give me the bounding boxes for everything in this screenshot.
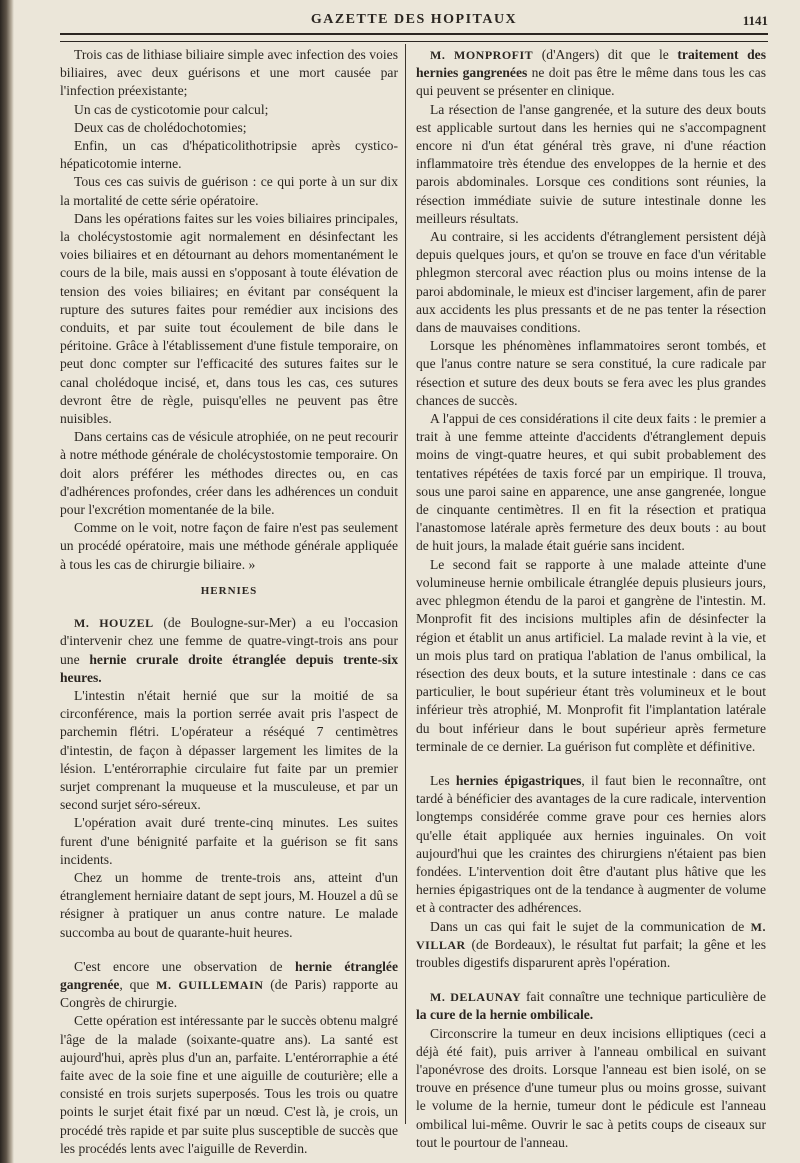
bold-phrase: hernie étranglée gangrenée — [60, 958, 398, 992]
spacer — [416, 972, 766, 988]
text-run: (de Bordeaux), le résultat fut parfait; la gêne et les troubles digestifs disparurent après l'opération. — [416, 936, 766, 970]
text-run: fait connaître une technique particulière de — [521, 989, 767, 1005]
paragraph: La résection de l'anse gangrenée, et la suture des deux bouts est applicable surtout dans les hernies qui ne s'accompagnent encore ni d'un état général très grave, ni d'une réaction inflammatoire très étendue des enveloppes de la hernie et des parois abdominales. Lorsque ces conditions sont réunies, la résection immédiate suivie de suture intestinale donne les meilleurs résultats. — [416, 101, 766, 226]
paragraph: Cette opération est intéressante par le succès obtenu malgré l'âge de la malade (soixante-quatre ans). La santé est aujourd'hui, après plus d'un an, parfaite. L'entérorraphie a été faite avec de la soie fine et une aiguille de couturière; elle a consisté en trois surjets superposés. Tous les trois ou quatre points le surjet était fixé par un nœud. C'est là, je crois, un procédé très rapide et par suite plus susceptible de succès que les procédés lents avec l'aiguille de Reverdin. — [60, 1013, 398, 1156]
paragraph: Comme on le voit, notre façon de faire n'est pas seulement un procédé opératoire, mais une méthode générale appliquée à tous les cas de chirurgie biliaire. » — [60, 520, 398, 572]
text-run: (de Boulogne-sur-Mer) a eu l'occasion d'intervenir chez une femme de quatre-vingt-trois ans pour une — [60, 615, 398, 667]
paragraph — [416, 918, 766, 973]
page-header — [60, 8, 768, 30]
author-name: M. MONPROFIT — [430, 48, 534, 62]
paragraph: Tous ces cas suivis de guérison : ce qui porte à un sur dix la mortalité de cette série opératoire. — [60, 174, 398, 208]
bold-phrase: la cure de la hernie ombilicale. — [416, 1007, 594, 1023]
paragraph — [416, 772, 766, 918]
page-number: 1141 — [742, 13, 768, 28]
paragraph: Un cas de cysticotomie pour calcul; — [74, 101, 269, 117]
paragraph: Trois cas de lithiase biliaire simple avec infection des voies biliaires, avec deux guérisons et une mort causée par l'infection préexistante; — [60, 47, 398, 99]
paragraph: Le second fait se rapporte à une malade atteinte d'une volumineuse hernie ombilicale étranglée depuis plusieurs jours, avec phlegmon étendu de la paroi et gangrène de l'intestin. M. Monprofit fit des incisions multiples afin de désinfecter la région et établit un anus artificiel. La malade revint à la vie, et un mois plus tard on pratiqua l'ablation de l'anus ombilical, la résection des deux bouts, et la suture intestinale : dans ce cas particulier, le bout supérieur étant très volumineux et le bout inférieur très atrophié, M. Monprofit fit l'implantation latérale du bout inférieur dans le bout supérieur après fermeture terminale de ce dernier. La guérison fut complète et définitive. — [416, 556, 766, 754]
author-name: M. VILLAR — [416, 919, 766, 952]
text-run: Dans un cas qui fait le sujet de la communication de — [430, 918, 751, 934]
author-name: M. HOUZEL — [74, 616, 154, 631]
header-rule — [60, 33, 768, 42]
paragraph: L'opération avait duré trente-cinq minutes. Les suites furent d'une bénignité parfaite et la guérison se fit sans incidents. — [60, 815, 398, 867]
text-run: , il faut bien le reconnaître, ont tardé à bénéficier des avantages de la cure radicale, intervention longtemps considérée comme grave pour ces hernies alors qu'elle était appliquée aux hernies inguinales. On voit aujourd'hui que les craintes des chirurgiens n'étaient pas bien fondées. L'intervention doit être d'autant plus hâtive que les hernies épigastriques ont de la tendance à augmenter de volume et à contracter des adhérences. — [416, 772, 766, 916]
paragraph: Dans certains cas de vésicule atrophiée, on ne peut recourir à notre méthode générale de cholécystostomie temporaire. On doit alors préférer les méthodes directes ou, en cas d'adhérences profondes, créer dans les adhérences un conduit pour l'excrétion momentanée de la bile. — [60, 429, 398, 518]
paragraph — [60, 614, 398, 687]
author-name: M. GUILLEMAIN — [156, 977, 264, 992]
paragraph — [416, 46, 766, 101]
left-column — [60, 46, 398, 1158]
paragraph: Dans les opérations faites sur les voies biliaires principales, la cholécystostomie agit normalement en désinfectant les voies biliaires et en détournant au dehors momentanément le cours de la bile, mais aussi en s'opposant à toute élévation de tension des voies biliaires; en évitant par conséquent la rupture des sutures faites pour remédier aux incisions des conduits, et par suite tout écoulement de bile dans le péritoine. Grâce à l'établissement d'une fistule temporaire, on peut donc compter sur l'efficacité des sutures faites sur le canal cholédoque incisé, et, dans tous les cas, ces sutures devront être de règle, puisqu'elles ne peuvent pas être nuisibles. — [60, 210, 398, 427]
paragraph: Au contraire, si les accidents d'étranglement persistent déjà depuis quelques jours, et qu'on se trouve en face d'un véritable phlegmon stercoral avec réaction plus ou moins intense de la paroi abdominale, le mieux est d'inciser largement, afin de parer aux accidents les plus pressants et de ne pas tenter la résection dans de mauvaises conditions. — [416, 229, 766, 336]
text-run: (de Paris) rapporte au Congrès de chirurgie. — [60, 976, 398, 1011]
paragraph: Deux cas de cholédochotomies; — [74, 119, 247, 135]
paragraph: Enfin, un cas d'hépaticolithotripsie après cystico-hépaticotomie interne. — [60, 138, 398, 172]
text-run: C'est encore une observation de — [74, 958, 295, 974]
right-column — [416, 46, 766, 1152]
paragraph: L'intestin n'était hernié que sur la moitié de sa circonférence, mais la portion serrée avait pris l'aspect de parchemin flétri. L'opérateur a réséqué 7 centimètres d'intestin, de façon à dépasser largement les limites de la lésion. L'entérorraphie circulaire fut faite par un premier surjet comprenant la muqueuse et la musculeuse, et par un second surjet séro-séreux. — [60, 687, 398, 813]
text-run: Les — [430, 772, 456, 788]
journal-title: GAZETTE DES HOPITAUX — [310, 12, 518, 27]
paragraph: Circonscrire la tumeur en deux incisions elliptiques (ceci a déjà été fait), puis arriver à l'anneau ombilical en suivant l'aponévrose des droits. Lorsque l'anneau est bien isolé, on se trouve en présence d'une tumeur plus ou moins grosse, suivant le volume de la hernie, tumeur dont le pédicule est l'anneau ombilical lui-même. Ouvrir le sac à petits coups de ciseaux sur tout le pourtour de l'anneau. — [416, 1025, 766, 1150]
bold-phrase: hernie crurale droite étranglée depuis trente-six heures. — [60, 651, 398, 685]
column-divider — [405, 44, 406, 1124]
text-run: , que — [119, 976, 157, 992]
paragraph: A l'appui de ces considérations il cite deux faits : le premier a trait à une femme atteinte d'accidents d'étranglement depuis moins de vingt-quatre heures, et qui subit probablement des tentatives répétées de taxis forcé par un empirique. Il trouva, sous une paroi saine en apparence, une anse gangrenée, longue de cinquante centimètres. Il en fit la résection et pratiqua l'anastomose latérale après fermeture des deux bouts : au bout de huit jours, la malade était guérie sans incident. — [416, 411, 766, 554]
bold-phrase: hernies épigastriques — [455, 772, 582, 788]
paragraph: Lorsque les phénomènes inflammatoires seront tombés, et que l'anus contre nature se sera constitué, la cure radicale par résection et suture des deux bouts se fera avec les plus grandes chances de succès. — [416, 338, 766, 408]
bold-phrase: traitement des hernies gangrenées — [416, 47, 767, 81]
text-run: (d'Angers) dit que le — [533, 47, 678, 62]
author-name: M. DELAUNAY — [430, 990, 522, 1005]
section-title-hernies: HERNIES — [200, 584, 258, 597]
paragraph — [60, 958, 398, 1013]
page-binding-edge — [0, 0, 14, 1163]
text-run: ne doit pas être le même dans tous les cas qui peuvent se présenter en clinique. — [416, 65, 766, 99]
spacer — [60, 942, 398, 958]
paragraph: Chez un homme de trente-trois ans, atteint d'un étranglement herniaire datant de sept jours, M. Houzel a dû se résigner à pratiquer un anus contre nature. Le malade succomba au bout de quarante-huit heures. — [60, 869, 398, 940]
spacer — [416, 756, 766, 772]
paragraph — [416, 988, 766, 1024]
